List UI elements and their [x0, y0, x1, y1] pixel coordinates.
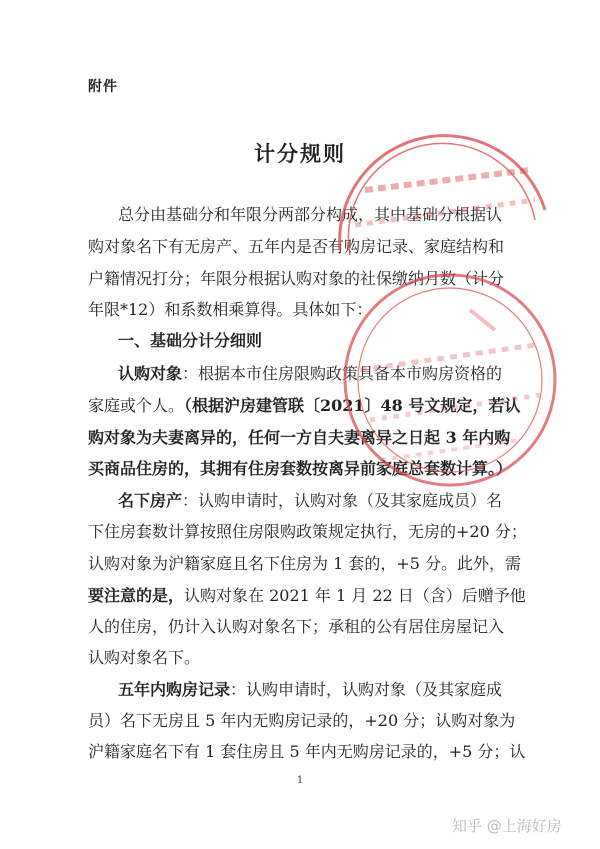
property-label: 名下房产: [118, 491, 183, 510]
subject-text-2: 家庭或个人。: [88, 396, 185, 415]
purchase-line-3: 沪籍家庭名下有 1 套住房且 5 年内无购房记录的，+5 分；认: [88, 742, 526, 761]
subject-bold-line-4: 买商品住房的，其拥有住房套数按离异前家庭总套数计算。）: [88, 459, 513, 478]
property-bold-4: 要注意的是，: [88, 586, 185, 605]
property-text-1: ：认购申请时，认购对象（及其家庭成员）名: [182, 491, 503, 510]
attachment-label: 附件: [88, 79, 118, 95]
subject-label: 认购对象: [118, 364, 183, 383]
property-line-6: 认购对象名下。: [88, 648, 201, 667]
subject-line-1: [118, 364, 502, 384]
intro-line-4: 年限*12）和系数相乘算得。具体如下：: [88, 300, 373, 319]
watermark-text: 知乎 @上海好房: [452, 817, 562, 835]
page-number: 1: [296, 775, 304, 786]
subject-line-2: [88, 396, 520, 416]
property-line-3: 认购对象为沪籍家庭且名下住房为 1 套的，+5 分。此外，需: [88, 554, 522, 573]
subject-bold-line-3: 购对象为夫妻离异的，任何一方自夫妻离异之日起 3 年内购: [88, 428, 511, 447]
subject-bold-2: （根据沪房建管联〔2021〕48 号文规定，若认: [184, 396, 521, 415]
intro-line-3: 户籍情况打分；年限分根据认购对象的社保缴纳月数（计分: [88, 269, 505, 288]
page-title: 计分规则: [254, 141, 346, 166]
purchase-line-2: 员）名下无房且 5 年内无购房记录的，+20 分；认购对象为: [88, 711, 516, 730]
property-line-2: 下住房套数计算按照住房限购政策规定执行，无房的+20 分；: [88, 522, 527, 541]
purchase-line-1: [118, 680, 502, 700]
subject-text-1: ：根据本市住房限购政策具备本市购房资格的: [182, 364, 503, 383]
property-line-4: [88, 586, 526, 606]
intro-line-2: 购对象名下有无房产、五年内是否有购房记录、家庭结构和: [88, 237, 505, 256]
property-text-4: 认购对象在 2021 年 1 月 22 日（含）后赠予他: [184, 586, 526, 605]
purchase-label: 五年内购房记录: [118, 680, 231, 699]
intro-line-1: 总分由基础分和年限分两部分构成，其中基础分根据认: [118, 205, 503, 224]
section-heading: 一、基础分计分细则: [118, 331, 263, 350]
property-line-5: 人的住房，仍计入认购对象名下；承租的公有居住房屋记入: [88, 617, 505, 636]
property-line-1: [118, 491, 502, 511]
purchase-text-1: ：认购申请时，认购对象（及其家庭成: [230, 680, 503, 699]
